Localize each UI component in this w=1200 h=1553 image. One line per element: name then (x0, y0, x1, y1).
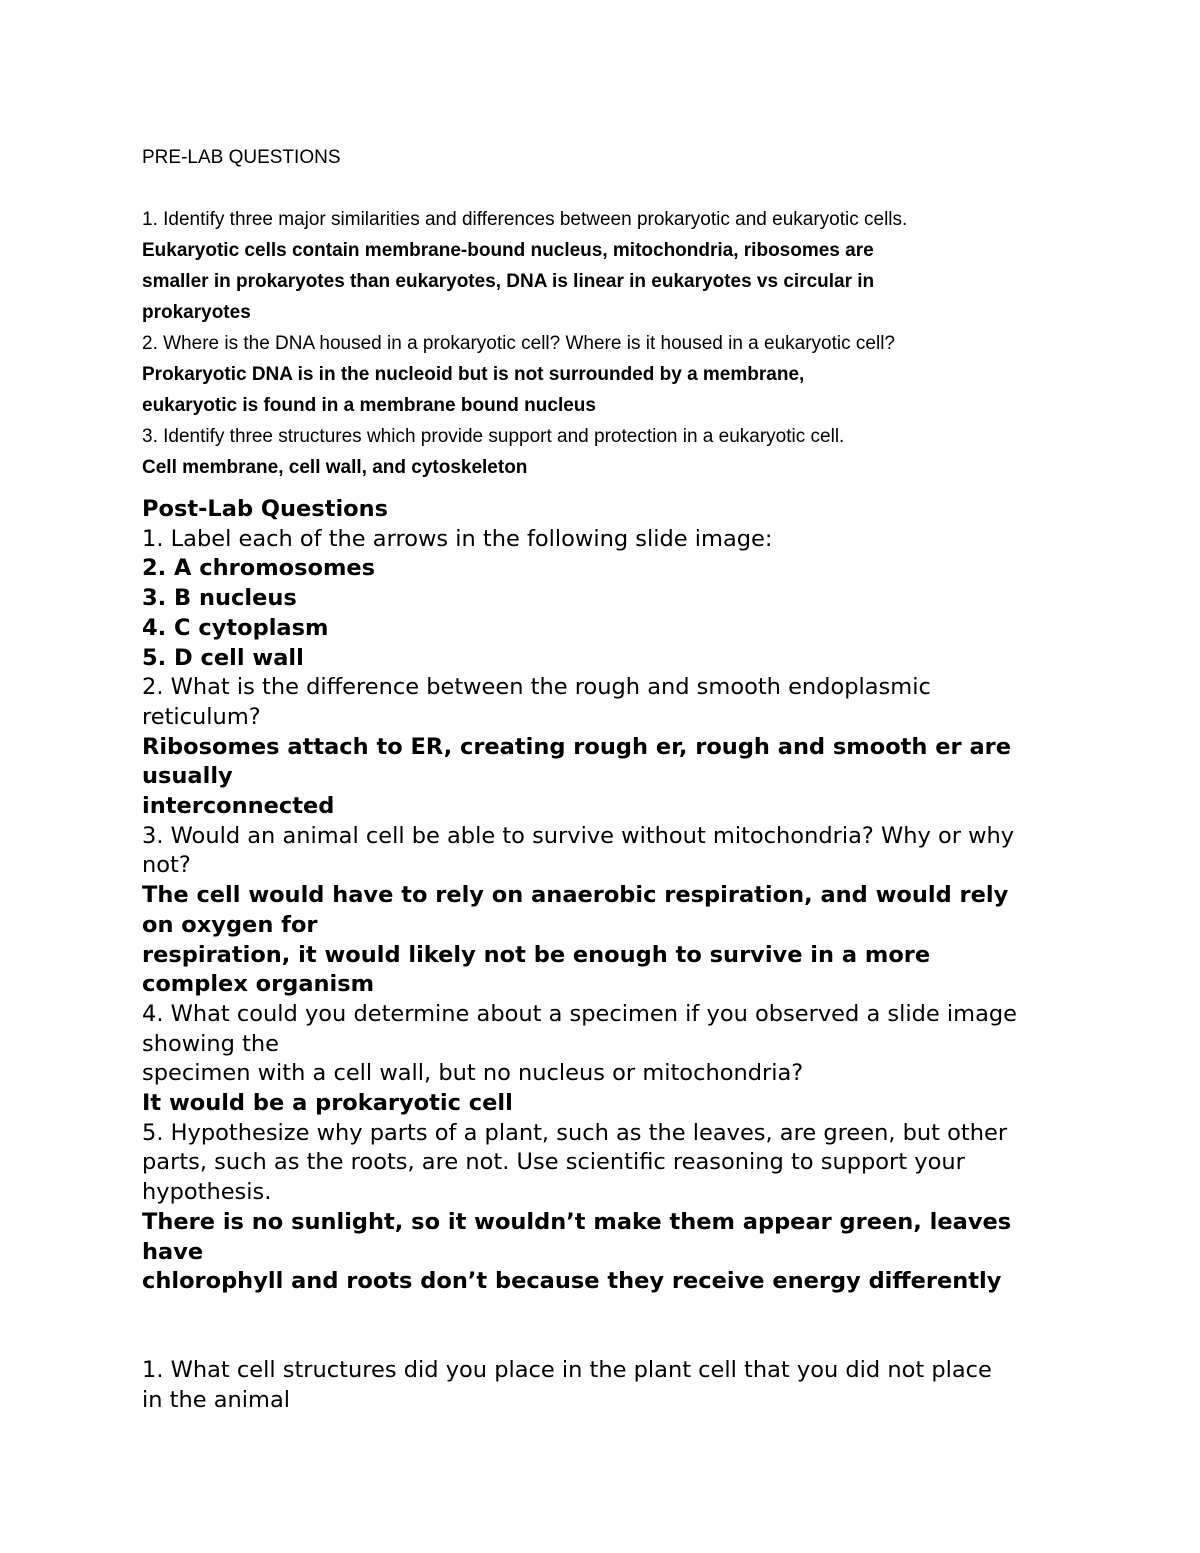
pre-lab-section (142, 142, 1102, 483)
post-lab-heading: Post-Lab Questions (142, 496, 389, 522)
post-lab-answer-5-line-3: chlorophyll and roots don’t because they receive energy differently (142, 1268, 1002, 1295)
post-lab-answer-5-line-1: There is no sunlight, so it wouldn’t make them appear green, leaves (142, 1208, 1012, 1235)
pre-lab-answer-2-line-2: eukaryotic is found in a membrane bound nucleus (142, 395, 596, 416)
pre-lab-answer-1-line-2: smaller in prokaryotes than eukaryotes, DNA is linear in eukaryotes vs circular in (142, 271, 875, 292)
post-lab-question-5-line-3: hypothesis. (142, 1179, 272, 1206)
slide-label-b: 3. B nucleus (142, 585, 297, 612)
slide-label-d: 5. D cell wall (142, 644, 304, 671)
post-lab-question-3-line-1: 3. Would an animal cell be able to survive without mitochondria? Why or why (142, 822, 1015, 849)
post-lab-question-5-line-2: parts, such as the roots, are not. Use scientific reasoning to support your (142, 1149, 965, 1176)
post-lab-question-2-line-2: reticulum? (142, 703, 261, 730)
post-lab-answer-3-line-4: complex organism (142, 971, 375, 998)
pre-lab-question-2: 2. Where is the DNA housed in a prokaryotic cell? Where is it housed in a eukaryotic cell? (142, 333, 895, 354)
spacer (142, 173, 1102, 204)
pre-lab-heading: PRE-LAB QUESTIONS (142, 147, 341, 168)
post-lab-question-4-line-1: 4. What could you determine about a specimen if you observed a slide image (142, 1000, 1017, 1027)
post-lab-answer-2-line-2: usually (142, 763, 233, 790)
post-lab-answer-2-line-1: Ribosomes attach to ER, creating rough er, rough and smooth er are (142, 733, 1012, 760)
post-lab-question-3-line-2: not? (142, 852, 191, 879)
post-lab-question-4-line-3: specimen with a cell wall, but no nucleus or mitochondria? (142, 1060, 804, 1087)
post-lab-question-1: 1. Label each of the arrows in the following slide image: (142, 525, 773, 552)
extra-question-1-line-1: 1. What cell structures did you place in the plant cell that you did not place (142, 1356, 992, 1383)
post-lab-question-5-line-1: 5. Hypothesize why parts of a plant, such as the leaves, are green, but other (142, 1119, 1008, 1146)
post-lab-question-4-line-2: showing the (142, 1030, 280, 1057)
pre-lab-answer-1-line-3: prokaryotes (142, 302, 251, 323)
post-lab-section (142, 495, 1072, 1415)
post-lab-answer-3-line-1: The cell would have to rely on anaerobic respiration, and would rely (142, 882, 1009, 909)
extra-question-1-line-2: in the animal (142, 1386, 290, 1413)
pre-lab-question-1: 1. Identify three major similarities and differences between prokaryotic and eukaryotic cells. (142, 209, 908, 230)
post-lab-answer-3-line-2: on oxygen for (142, 911, 318, 938)
post-lab-question-2-line-1: 2. What is the difference between the rough and smooth endoplasmic (142, 674, 931, 701)
pre-lab-answer-1-line-1: Eukaryotic cells contain membrane-bound nucleus, mitochondria, ribosomes are (142, 240, 874, 261)
pre-lab-answer-3: Cell membrane, cell wall, and cytoskeleton (142, 457, 528, 478)
post-lab-answer-3-line-3: respiration, it would likely not be enough to survive in a more (142, 941, 931, 968)
post-lab-answer-5-line-2: have (142, 1238, 204, 1265)
spacer (142, 1297, 1072, 1356)
post-lab-answer-2-line-3: interconnected (142, 793, 335, 820)
slide-label-c: 4. C cytoplasm (142, 614, 329, 641)
pre-lab-answer-2-line-1: Prokaryotic DNA is in the nucleoid but is not surrounded by a membrane, (142, 364, 805, 385)
post-lab-answer-4: It would be a prokaryotic cell (142, 1090, 513, 1117)
slide-label-a: 2. A chromosomes (142, 555, 376, 582)
pre-lab-question-3: 3. Identify three structures which provide support and protection in a eukaryotic cell. (142, 426, 845, 447)
